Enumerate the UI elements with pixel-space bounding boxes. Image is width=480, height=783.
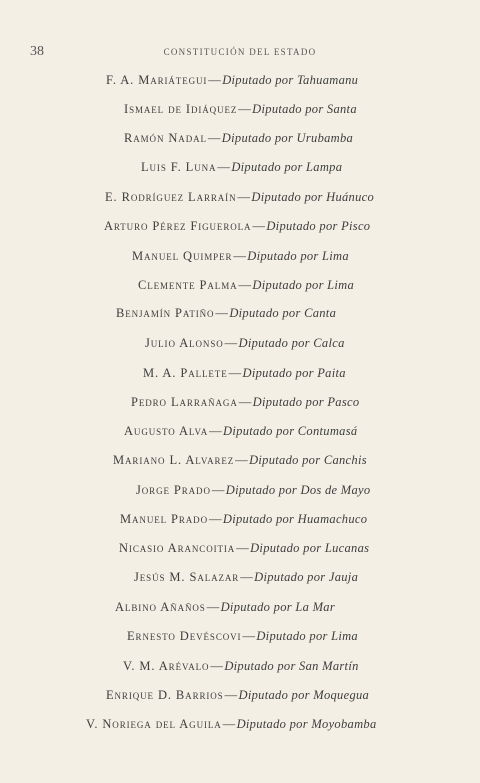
signatory-entry: E. Rodríguez Larraín—Diputado por Huánuco (105, 190, 375, 204)
signatory-role: Diputado por Tahuamanu (222, 73, 359, 87)
signatory-name: Manuel Prado (120, 512, 208, 526)
signatory-name: Julio Alonso (145, 336, 224, 350)
signatory-name: Ernesto Devéscovi (127, 629, 242, 643)
signatory-name: Jorge Prado (136, 483, 211, 497)
signatory-role: Diputado por Moquegua (238, 688, 370, 702)
signatory-name: Nicasio Arancoitia (119, 541, 236, 555)
signatory-entry: Pedro Larrañaga—Diputado por Pasco (131, 395, 360, 409)
signatory-entry: Nicasio Arancoitia—Diputado por Lucanas (119, 541, 370, 555)
signatory-entry: Julio Alonso—Diputado por Calca (145, 336, 345, 350)
signatory-name: Augusto Alva (124, 424, 209, 438)
signatory-entry: Mariano L. Alvarez—Diputado por Canchis (113, 453, 367, 467)
signatory-name: Luis F. Luna (141, 160, 217, 174)
signatory-name: E. Rodríguez Larraín (105, 190, 237, 204)
signatory-entry: Benjamín Patiño—Diputado por Canta (116, 306, 337, 320)
signatory-entry: Arturo Pérez Figuerola—Diputado por Pisco (104, 219, 371, 233)
signatory-role: Diputado por Moyobamba (236, 717, 377, 731)
signatory-name: Jesús M. Salazar (134, 570, 240, 584)
signatory-entry: Enrique D. Barrios—Diputado por Moquegua (106, 688, 370, 702)
signatory-entry: Ismael de Idiáquez—Diputado por Santa (124, 102, 357, 116)
signatory-entry: Ramón Nadal—Diputado por Urubamba (124, 131, 354, 145)
signatory-entry: Jorge Prado—Diputado por Dos de Mayo (136, 483, 371, 497)
signatory-role: Diputado por Lucanas (250, 541, 370, 555)
signatory-role: Diputado por La Mar (220, 600, 336, 614)
signatory-role: Diputado por Paita (242, 366, 346, 380)
signatory-role: Diputado por Lima (252, 278, 355, 292)
signatory-name: Pedro Larrañaga (131, 395, 238, 409)
signatory-name: Ismael de Idiáquez (124, 102, 238, 116)
signatory-name: Enrique D. Barrios (106, 688, 224, 702)
signatory-name: V. M. Arévalo (123, 659, 210, 673)
running-head: CONSTITUCIÓN DEL ESTADO (163, 47, 317, 57)
signatory-role: Diputado por Huamachuco (222, 512, 368, 526)
signatory-entry: Clemente Palma—Diputado por Lima (138, 278, 355, 292)
signatory-role: Diputado por Lima (256, 629, 358, 643)
signatory-entry: Augusto Alva—Diputado por Contumasá (124, 424, 358, 438)
signatory-role: Diputado por Urubamba (221, 131, 354, 145)
signatory-role: Diputado por Canchis (249, 453, 367, 467)
signatory-entry: V. M. Arévalo—Diputado por San Martín (123, 659, 359, 673)
signatory-name: Mariano L. Alvarez (113, 453, 235, 467)
signatory-entry: Luis F. Luna—Diputado por Lampa (141, 160, 343, 174)
signatory-role: Diputado por Canta (229, 306, 337, 320)
signatory-entry: Albino Añaños—Diputado por La Mar (115, 600, 336, 614)
signatory-role: Diputado por Pasco (252, 395, 360, 409)
signatory-role: Diputado por Santa (252, 102, 357, 116)
signatory-role: Diputado por Contumasá (223, 424, 358, 438)
signatory-name: Arturo Pérez Figuerola (104, 219, 252, 233)
signatory-name: V. Noriega del Aguila (86, 717, 222, 731)
signatory-role: Diputado por Lampa (231, 160, 343, 174)
signatory-role: Diputado por Pisco (266, 219, 371, 233)
signatory-entry: Manuel Quimper—Diputado por Lima (132, 249, 349, 263)
signatory-role: Diputado por Huánuco (251, 190, 375, 204)
signatory-name: Manuel Quimper (132, 249, 233, 263)
signatory-role: Diputado por Dos de Mayo (225, 483, 371, 497)
signatory-name: Albino Añaños (115, 600, 206, 614)
signatory-entry: F. A. Mariátegui—Diputado por Tahuamanu (106, 73, 359, 87)
signatory-name: Clemente Palma (138, 278, 238, 292)
signatory-name: Ramón Nadal (124, 131, 207, 145)
signatory-entry: Jesús M. Salazar—Diputado por Jauja (134, 570, 359, 584)
signatory-role: Diputado por Calca (238, 336, 345, 350)
signatory-entry: Manuel Prado—Diputado por Huamachuco (120, 512, 368, 526)
signatory-entry: M. A. Pallete—Diputado por Paita (143, 366, 346, 380)
signatory-entry: Ernesto Devéscovi—Diputado por Lima (127, 629, 358, 643)
signatory-name: F. A. Mariátegui (106, 73, 208, 87)
signatory-name: Benjamín Patiño (116, 306, 215, 320)
signatory-role: Diputado por San Martín (224, 659, 359, 673)
signatory-entry: V. Noriega del Aguila—Diputado por Moyobamba (86, 717, 377, 731)
page-number: 38 (30, 44, 44, 59)
signatory-name: M. A. Pallete (143, 366, 228, 380)
signatory-role: Diputado por Lima (247, 249, 349, 263)
signatory-role: Diputado por Jauja (254, 570, 359, 584)
